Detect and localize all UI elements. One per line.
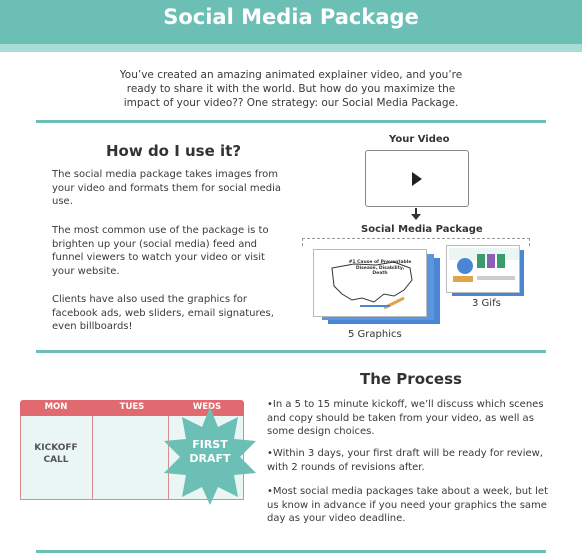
- process-bullet-3: •Most social media packages take about a week, but let us know in advance if you need your graphics the same day as your video deadline.: [267, 486, 548, 524]
- kickoff-call-label: KICKOFF CALL: [34, 443, 78, 465]
- page-title: Social Media Package: [163, 5, 419, 29]
- intro-text: You’ve created an amazing animated explainer video, and you’re ready to share it with the world. But how do you maximize the impact of your video?? One strategy: our Social Media Package.: [119, 69, 463, 109]
- package-label: Social Media Package: [361, 224, 483, 235]
- calendar-day-weds: WEDS: [192, 402, 222, 412]
- first-draft-line-1: FIRST: [192, 438, 228, 451]
- video-thumbnail[interactable]: [365, 150, 469, 207]
- play-icon: [412, 172, 422, 186]
- calendar-day-tues: TUES: [119, 402, 145, 412]
- graphic-card-front: [313, 249, 427, 317]
- graphics-count-label: 5 Graphics: [348, 329, 402, 340]
- graphic-title: #1 Cause of Preventable Disease, Disability, Death: [348, 260, 412, 276]
- section-divider: [36, 550, 546, 553]
- first-draft-label: [160, 438, 260, 466]
- how-paragraph-2: The most common use of the package is to brighten up your (social media) feed and funnel viewers to watch your video or visit your website.: [52, 225, 269, 277]
- header-band: [0, 44, 582, 52]
- how-paragraph-3: Clients have also used the graphics for facebook ads, web sliders, email signatures, even billboards!: [52, 294, 274, 332]
- gif-preview-icon: [447, 246, 521, 294]
- arrow-head-icon: [411, 214, 421, 220]
- section-divider: [36, 120, 546, 123]
- section-divider: [36, 350, 546, 353]
- gif-card-front: [446, 245, 520, 293]
- calendar-divider: [92, 416, 93, 500]
- process-bullet-1: •In a 5 to 15 minute kickoff, we’ll discuss which scenes and copy should be taken from your video, as well as some design choices.: [267, 399, 544, 437]
- your-video-label: Your Video: [389, 134, 450, 145]
- gifs-count-label: 3 Gifs: [472, 298, 501, 309]
- process-heading: The Process: [360, 370, 462, 388]
- calendar-day-mon: MON: [44, 402, 68, 412]
- how-paragraph-1: The social media package takes images from your video and formats them for social media use.: [52, 169, 281, 207]
- how-heading: How do I use it?: [106, 142, 242, 160]
- first-draft-line-2: DRAFT: [189, 452, 231, 465]
- process-bullet-2: •Within 3 days, your first draft will be ready for review, with 2 rounds of revisions after.: [267, 448, 543, 473]
